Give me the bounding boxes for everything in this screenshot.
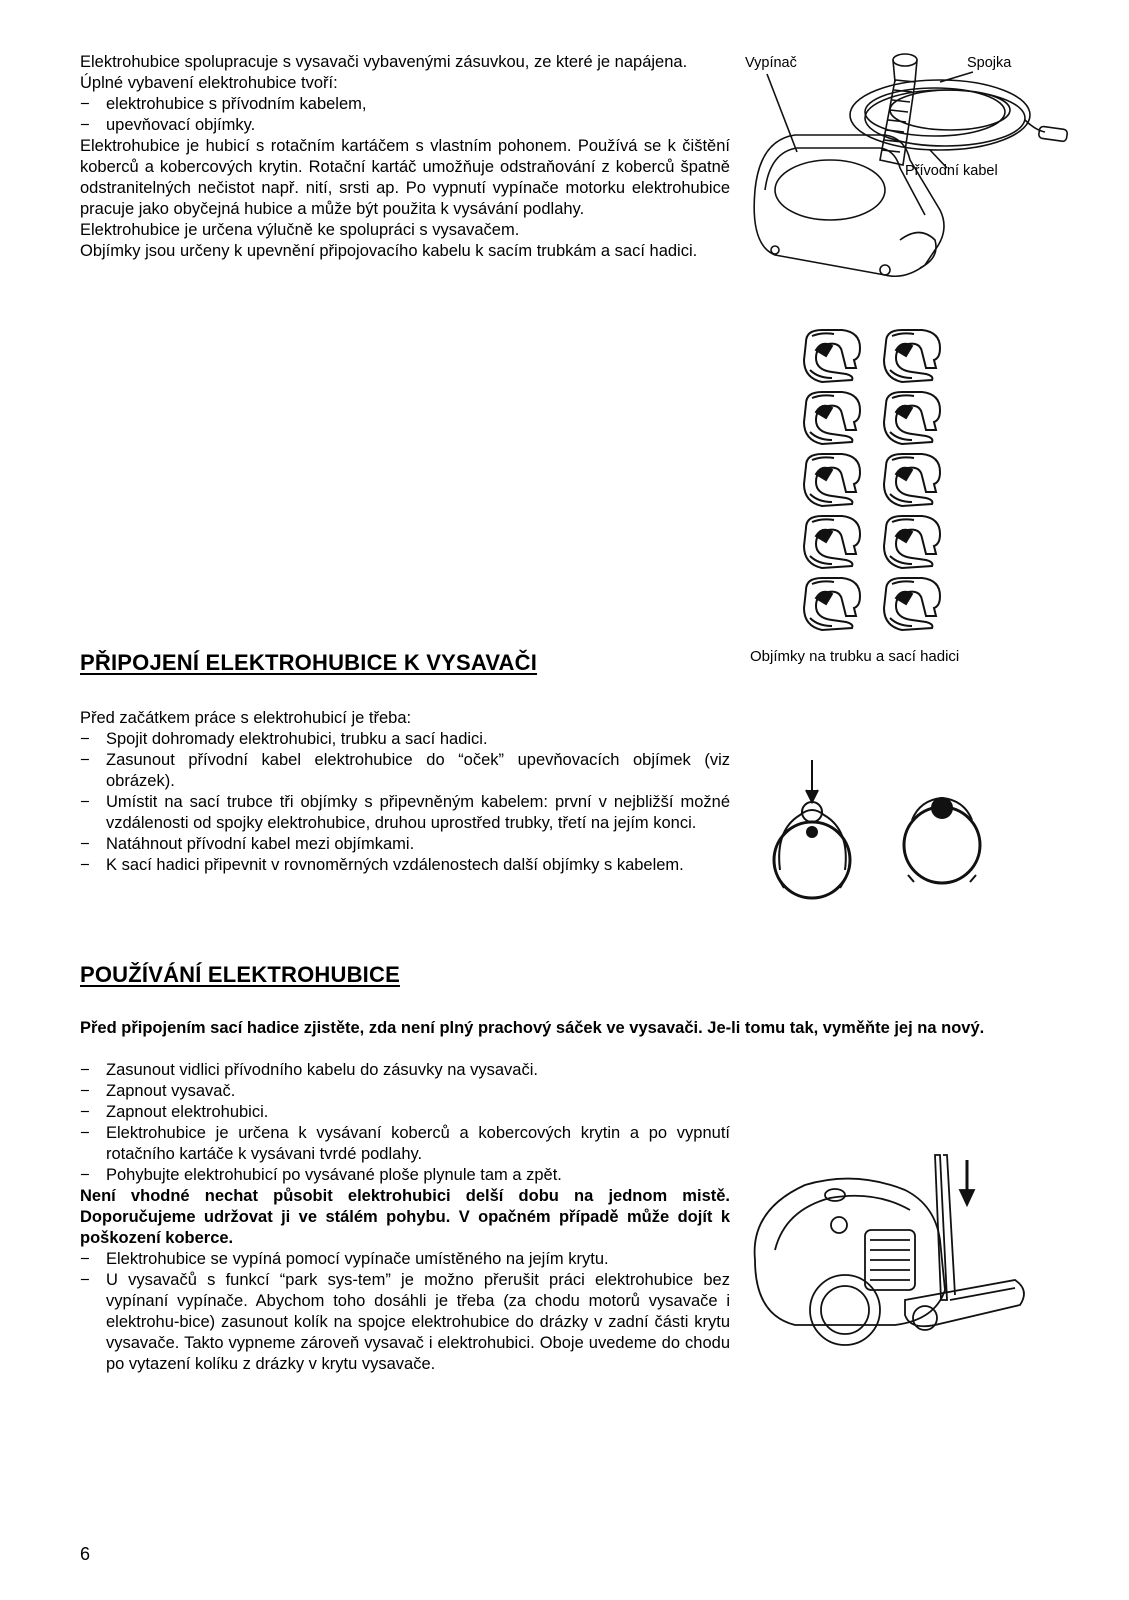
list-item: − Natáhnout přívodní kabel mezi objímkami.: [80, 835, 415, 853]
page-number: 6: [80, 1544, 91, 1564]
section1-intro: Před začátkem práce s elektrohubicí je třeba:: [80, 709, 412, 727]
list-item: − Zasunout vidlici přívodního kabelu do zásuvky na vysavači.: [80, 1061, 538, 1079]
cable-clip-icon: [804, 330, 860, 382]
clips-caption: Objímky na trubku a sací hadici: [750, 648, 960, 665]
clip-rings-figure: [770, 760, 1020, 910]
list-item: − upevňovací objímky.: [80, 116, 256, 134]
nozzle-figure: [735, 40, 1045, 300]
intro-p5: Objímky jsou určeny k upevnění připojovacího kabelu k sacím trubkám a sací hadici.: [80, 242, 698, 260]
section-heading-connect: PŘIPOJENÍ ELEKTROHUBICE K VYSAVAČI: [80, 650, 538, 675]
clips-figure: [790, 322, 960, 622]
cable-clip-icon: [804, 454, 860, 506]
cable-clip-icon: [804, 392, 860, 444]
list-item: − K sací hadici připevnit v rovnoměrných vzdálenostech další objímky s kabelem.: [80, 856, 684, 874]
section2-block: [80, 1060, 730, 1375]
clips-drawing: [790, 322, 960, 622]
label-coupling: Spojka: [967, 55, 1012, 71]
list-item: − Elektrohubice je určena k vysávaní koberců a kobercových krytin a po vypnutí rotačního kartáče k vysávani tvrdé podlahy.: [80, 1124, 730, 1163]
cable-clip-icon: [804, 578, 860, 630]
list-item: − U vysavačů s funkcí “park sys-tem” je možno přerušit práci elektrohubice bez vypínaní vypínače. Abychom toho dosáhli je třeba (za chodu motorů vysavače i elektrohu-bice) zasunout kolík na spojce elektrohubice do drázky v zadní části krytu vysavače. Takto vypneme zároveň vysavač i elektrohubici. Oboje uvedeme do chodu po vytazení kolíku z drázky v krytu vysavače.: [80, 1271, 730, 1373]
label-switch: Vypínač: [745, 55, 797, 71]
list-item: − Zapnout vysavač.: [80, 1082, 236, 1100]
list-item: − Spojit dohromady elektrohubici, trubku a sací hadici.: [80, 730, 488, 748]
list-item: − Elektrohubice se vypíná pomocí vypínače umístěného na jejím krytu.: [80, 1250, 609, 1268]
cable-clip-icon: [884, 578, 940, 630]
cable-clip-icon: [884, 392, 940, 444]
cable-clip-icon: [884, 454, 940, 506]
power-nozzle-drawing: [735, 40, 1045, 300]
cable-clip-icon: [884, 516, 940, 568]
list-item: − Zapnout elektrohubici.: [80, 1103, 269, 1121]
section2-warning-block: [80, 1018, 1030, 1039]
cable-clip-icon: [804, 516, 860, 568]
intro-p2: Úplné vybavení elektrohubice tvoří:: [80, 74, 338, 92]
intro-block: [80, 52, 730, 262]
list-item: − elektrohubice s přívodním kabelem,: [80, 95, 367, 113]
section1-block: [80, 708, 730, 876]
clip-rings-drawing: [770, 760, 1020, 910]
intro-p1: Elektrohubice spolupracuje s vysavači vybavenými zásuvkou, ze které je napájena.: [80, 53, 688, 71]
list-item: − Umístit na sací trubce tři objímky s připevněným kabelem: první v nejbližší možné vzdálenosti od spojky elektrohubice, druhou uprostřed trubky, třetí na jejím konci.: [80, 793, 730, 832]
list-item: − Zasunout přívodní kabel elektrohubice do “oček” upevňovacích objímek (viz obrázek).: [80, 751, 730, 790]
intro-p3: Elektrohubice je hubicí s rotačním kartáčem s vlastním pohonem. Používá se k čištění koberců a kobercových krytin. Rotační kartáč umožňuje odstraňování z koberců špatně odstranitelných nečistot např. nití, srsti ap. Po vypnutí vypínače motorku elektrohubice pracuje jako obyčejná hubice a může být použita k vysávání podlahy.: [80, 137, 730, 218]
warning-text: Před připojením sací hadice zjistěte, zda není plný prachový sáček ve vysavači. Je-li tomu tak, vyměňte jej na nový.: [80, 1019, 985, 1037]
section-heading-usage: POUŽÍVÁNÍ ELEKTROHUBICE: [80, 962, 400, 987]
vacuum-cleaner-drawing: [735, 1150, 1035, 1360]
vacuum-figure: [735, 1150, 1035, 1360]
intro-p4: Elektrohubice je určena výlučně ke spolupráci s vysavačem.: [80, 221, 520, 239]
cable-clip-icon: [884, 330, 940, 382]
label-cable: Přívodní kabel: [905, 163, 998, 179]
list-item: − Pohybujte elektrohubicí po vysávané ploše plynule tam a zpět.: [80, 1166, 562, 1184]
warning-text-2: Není vhodné nechat působit elektrohubici delší dobu na jednom mistě. Doporučujeme udržovat ji ve stálém pohybu. V opačném případě může dojít k poškození koberce.: [80, 1187, 730, 1247]
